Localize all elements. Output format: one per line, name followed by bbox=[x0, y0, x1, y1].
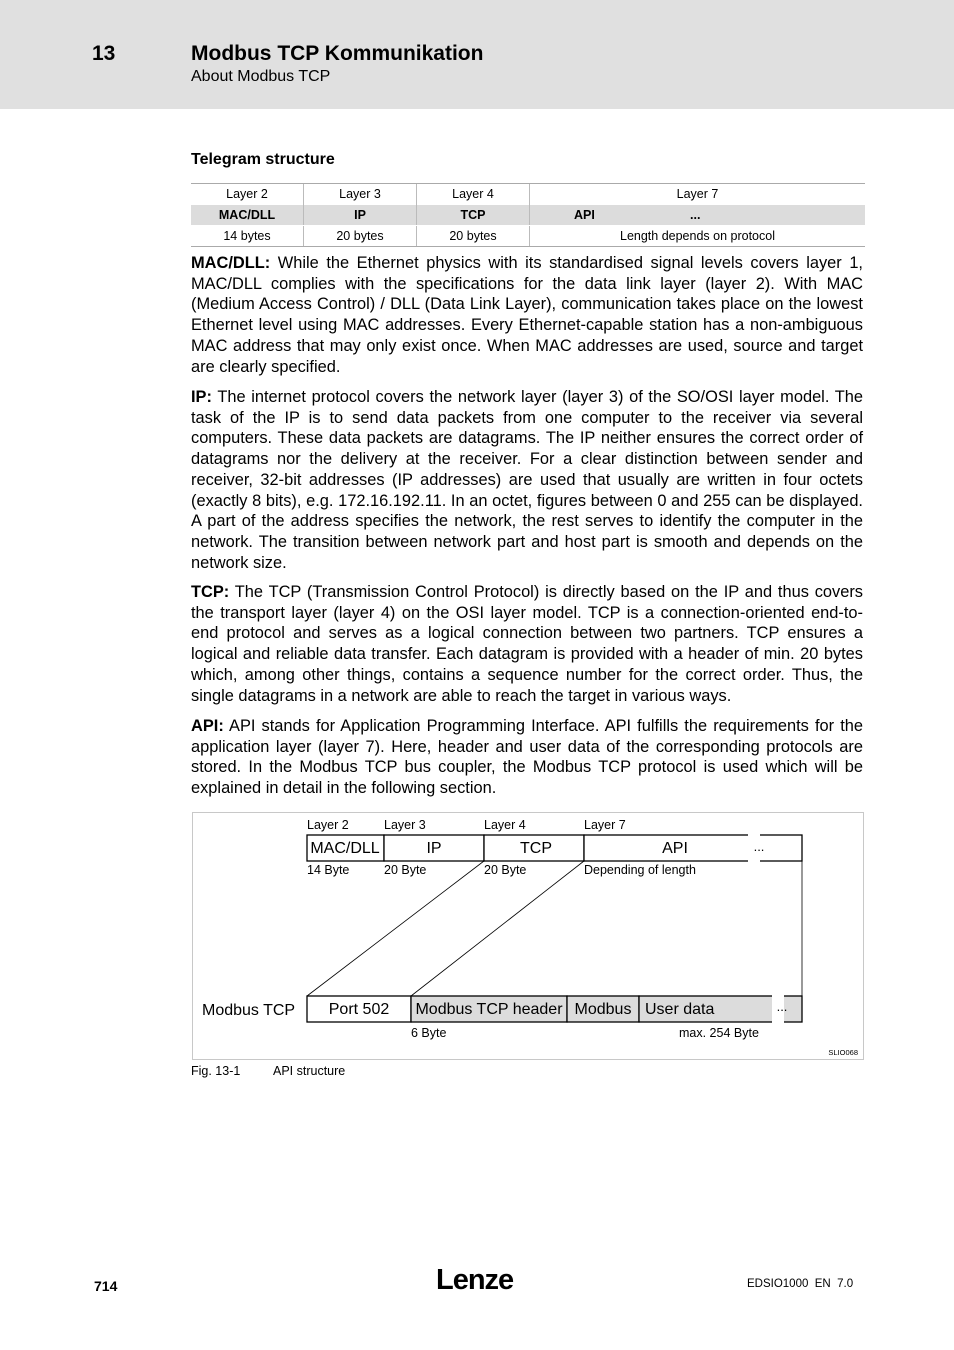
layer-label: Layer 7 bbox=[584, 818, 626, 832]
paragraph-text: While the Ethernet physics with its standardised signal levels covers layer 1, MAC/DLL complies with the specifications for the data link layer (layer 2). With MAC (Medium Access Control) / DLL (Data Link Layer), communication takes place on the lowest Ethernet level using MAC addresses. Every Ethernet-capable station has a non-ambiguous MAC address that may only exist once. When MAC addresses are used, source and target are clearly specified. bbox=[191, 254, 863, 376]
term: IP: bbox=[191, 388, 212, 406]
table-cell: Layer 2 bbox=[191, 184, 304, 205]
term: TCP: bbox=[191, 583, 230, 601]
ellipsis-label: ... bbox=[690, 208, 701, 222]
figure-caption bbox=[191, 1064, 346, 1078]
telegram-structure-table bbox=[191, 183, 865, 247]
table-cell: IP bbox=[304, 205, 417, 226]
table-row bbox=[191, 184, 865, 205]
box-label: API bbox=[662, 840, 688, 857]
box-api bbox=[584, 835, 802, 861]
table-cell: MAC/DLL bbox=[191, 205, 304, 226]
paragraph-text: The internet protocol covers the network layer (layer 3) of the SO/OSI layer model. The task of the IP is to send data packets from one computer to the receiver via several computers. These data packets are datagrams. The IP neither ensures the correct order of datagrams nor the delivery at the receiver. For a clear distinction between sender and receiver, 32-bit addresses (IP addresses) are used that usually are written in four octets (exactly 8 bits), e.g. 172.16.192.11. In an octet, figures between 0 and 255 can be displayed. A part of the address specifies the network, the rest serves to identify the computer in the network. The transition between network part and host part is smooth and depends on the network size. bbox=[191, 388, 863, 572]
paragraph-api bbox=[191, 716, 863, 799]
chapter-number: 13 bbox=[92, 42, 116, 65]
box-label: IP bbox=[426, 840, 442, 857]
box-label: MAC/DLL bbox=[310, 840, 380, 857]
table-row bbox=[191, 226, 865, 247]
telegram-heading: Telegram structure bbox=[191, 151, 335, 168]
api-structure-figure bbox=[192, 812, 864, 1060]
table-cell: Length depends on protocol bbox=[530, 226, 866, 247]
paragraph-text: The TCP (Transmission Control Protocol) is directly based on the IP and thus covers the transport layer (layer 4) on the OSI layer model. TCP is a connection-oriented end-to-end protocol and serves as a logical connection between two partners. TCP ensures a logical and reliable data transfer. Each datagram is provided with a header of min. 20 bytes which, among other things, contains a sequence number for the correct order. Thus, the single datagrams in a network are able to reach the target in various ways. bbox=[191, 583, 863, 705]
connector-line bbox=[411, 861, 584, 996]
size-label: max. 254 Byte bbox=[679, 1026, 759, 1040]
table-cell: Layer 3 bbox=[304, 184, 417, 205]
figure-id: SLIO068 bbox=[828, 1048, 858, 1057]
layer-label: Layer 2 bbox=[307, 818, 349, 832]
size-label: 6 Byte bbox=[411, 1026, 447, 1040]
box-label: TCP bbox=[520, 840, 552, 857]
size-label: 14 Byte bbox=[307, 863, 350, 877]
api-structure-diagram bbox=[193, 813, 865, 1061]
table-cell: Layer 4 bbox=[417, 184, 530, 205]
table-cell: 14 bytes bbox=[191, 226, 304, 247]
paragraph-text: API stands for Application Programming Interface. API fulfills the requirements for the application layer (layer 7). Here, header and user data of the corresponding protocols are stored. In the Modbus TCP bus coupler, the Modbus TCP protocol is used which will be explained in detail in the following section. bbox=[191, 717, 863, 798]
box-label: Port 502 bbox=[328, 1001, 390, 1018]
box-label: Modbus bbox=[574, 1001, 632, 1018]
document-id: EDSIO1000 EN 7.0 bbox=[747, 1278, 854, 1290]
size-label: 20 Byte bbox=[484, 863, 527, 877]
table-cell: Layer 7 bbox=[530, 184, 866, 205]
table-row bbox=[191, 205, 865, 226]
table-cell: 20 bytes bbox=[417, 226, 530, 247]
term: API: bbox=[191, 717, 224, 735]
lenze-logo: Lenze bbox=[436, 1264, 514, 1296]
table-cell-api bbox=[530, 205, 866, 226]
row-label: Modbus TCP bbox=[202, 1002, 296, 1019]
paragraph-mac-dll bbox=[191, 253, 863, 377]
page-number: 714 bbox=[94, 1278, 118, 1294]
layer-label: Layer 4 bbox=[484, 818, 526, 832]
connector-line bbox=[307, 861, 484, 996]
box-label: User data bbox=[645, 1001, 715, 1018]
api-label: API bbox=[574, 208, 595, 222]
paragraph-ip bbox=[191, 387, 863, 573]
layer-label: Layer 3 bbox=[384, 818, 426, 832]
section-title: About Modbus TCP bbox=[191, 68, 331, 85]
ellipsis-label: ... bbox=[753, 839, 765, 854]
box-label: Modbus TCP header bbox=[415, 1001, 563, 1018]
ellipsis-label: ... bbox=[776, 999, 788, 1014]
caption-text: API structure bbox=[273, 1064, 346, 1078]
table-cell: TCP bbox=[417, 205, 530, 226]
size-label: Depending of length bbox=[584, 863, 696, 877]
chapter-title: Modbus TCP Kommunikation bbox=[191, 42, 484, 65]
caption-number: Fig. 13-1 bbox=[191, 1064, 241, 1078]
size-label: 20 Byte bbox=[384, 863, 427, 877]
paragraph-tcp bbox=[191, 582, 863, 706]
term: MAC/DLL: bbox=[191, 254, 271, 272]
table-cell: 20 bytes bbox=[304, 226, 417, 247]
